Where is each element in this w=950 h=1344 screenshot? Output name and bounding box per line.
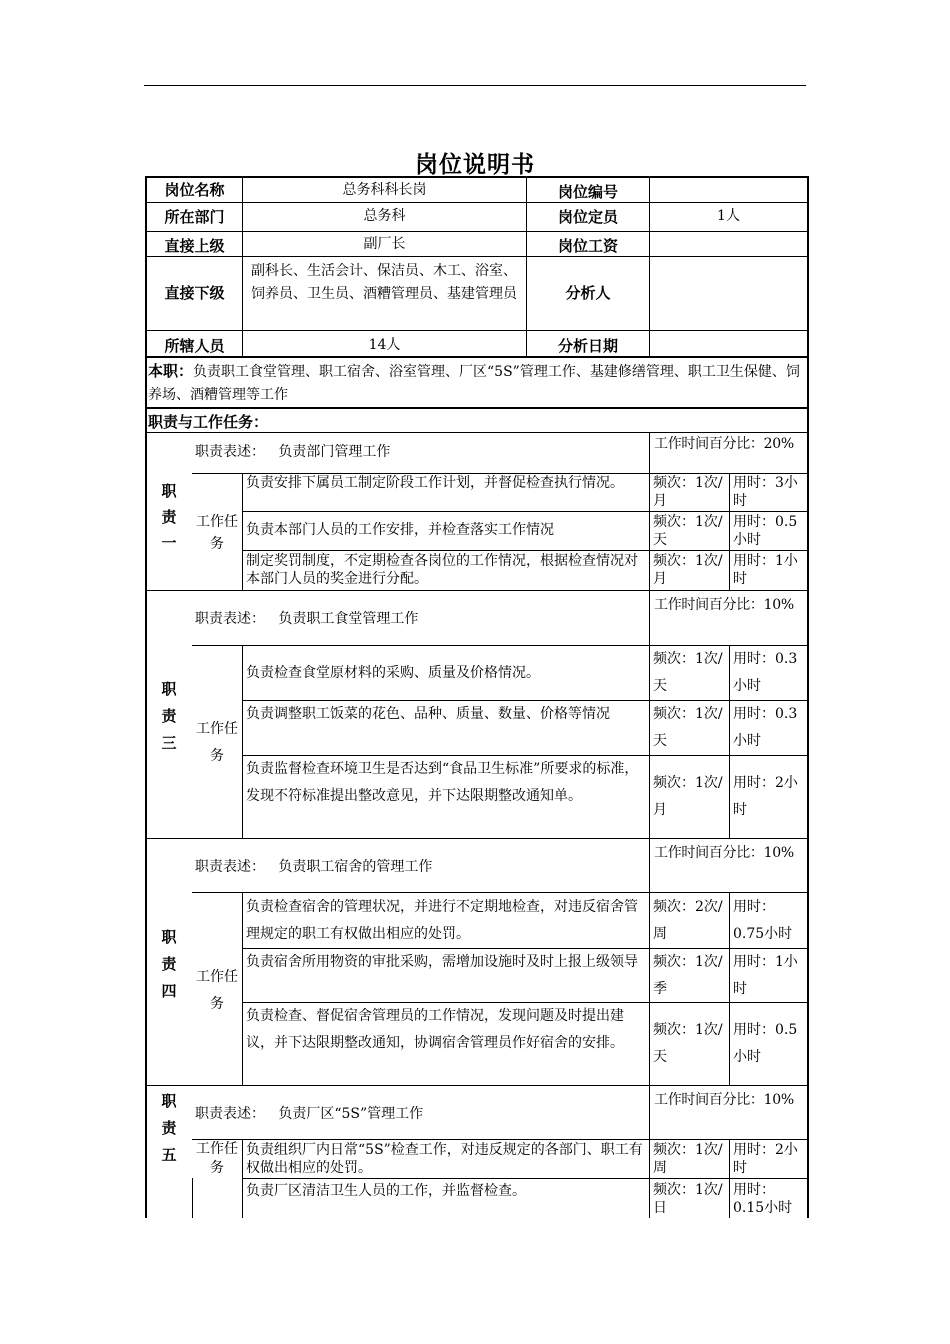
task-text: 负责厂区清洁卫生人员的工作，并监督检查。 [246, 1183, 526, 1199]
salary [650, 232, 807, 256]
time-percentage: 工作时间百分比：10% [654, 597, 794, 613]
task-duration: 用时：2小时 [733, 1142, 798, 1176]
task-frequency: 频次：1次/月 [653, 553, 723, 587]
position-code-label: 岗位编号 [557, 183, 618, 201]
date-label: 分析日期 [557, 337, 618, 355]
position-name: 总务科科长岗 [342, 182, 427, 198]
quota-label: 岗位定员 [557, 208, 618, 226]
duty-description [195, 607, 645, 631]
duty-description [195, 855, 645, 879]
time-percentage: 工作时间百分比：10% [654, 845, 794, 861]
task-frequency: 频次：1次/月 [653, 775, 723, 818]
department: 总务科 [363, 208, 406, 224]
department-label: 所在部门 [164, 208, 225, 226]
analyst-label: 分析人 [565, 284, 611, 302]
task-text: 负责组织厂内日常“5S”检查工作，对违反规定的各部门、职工有权做出相应的处罚。 [246, 1142, 643, 1176]
task-frequency: 频次：1次/季 [653, 954, 723, 997]
task-text: 负责安排下属员工制定阶段工作计划，并督促检查执行情况。 [246, 475, 624, 491]
task-duration: 用时：1小时 [733, 954, 798, 997]
task-text: 负责检查、督促宿舍管理员的工作情况，发现问题及时提出建议，并下达限期整改通知，协调宿舍管理员作好宿舍的安排。 [246, 1008, 624, 1051]
analysis-date [650, 331, 807, 356]
time-percentage: 工作时间百分比：10% [654, 1092, 794, 1108]
header-rule [144, 85, 806, 86]
task-frequency: 频次：1次/月 [653, 475, 723, 509]
task-frequency: 频次：1次/日 [653, 1182, 723, 1216]
work-tasks-label: 工作任务 [196, 721, 238, 764]
task-frequency: 频次：1次/周 [653, 1142, 723, 1176]
duty-label: 职责一 [161, 482, 177, 552]
task-text: 负责监督检查环境卫生是否达到“食品卫生标准”所要求的标准，发现不符标准提出整改意见，并下达限期整改通知单。 [246, 761, 639, 804]
job-description-table [145, 176, 809, 1218]
superior-label: 直接上级 [164, 237, 225, 255]
task-text: 负责检查食堂原材料的采购、质量及价格情况。 [246, 665, 540, 681]
duty-summary-label: 本职： [148, 362, 194, 380]
duty-desc-prefix: 职责表述： [195, 611, 265, 627]
duty-desc-prefix: 职责表述： [195, 444, 265, 460]
task-text: 制定奖罚制度，不定期检查各岗位的工作情况，根据检查情况对本部门人员的奖金进行分配。 [246, 553, 638, 587]
staff: 14人 [368, 337, 401, 353]
task-duration: 用时：2小时 [733, 775, 798, 818]
position-code [650, 178, 807, 202]
task-frequency: 频次：1次/天 [653, 514, 723, 548]
staff-label: 所辖人员 [164, 337, 225, 355]
time-percentage: 工作时间百分比：20% [654, 436, 794, 452]
analyst [650, 257, 807, 330]
quota: 1人 [717, 208, 740, 224]
task-frequency: 频次：1次/天 [653, 706, 723, 749]
duty-desc-text: 负责职工食堂管理工作 [278, 611, 419, 627]
duty-label: 职责四 [161, 928, 177, 1000]
task-duration: 用时：1小时 [733, 553, 798, 587]
task-frequency: 频次：1次/天 [653, 1022, 723, 1065]
superior: 副厂长 [363, 236, 406, 252]
duty-label: 职责五 [161, 1092, 177, 1164]
salary-label: 岗位工资 [557, 237, 618, 255]
task-text: 负责本部门人员的工作安排，并检查落实工作情况 [246, 522, 554, 538]
task-frequency: 频次：1次/天 [653, 651, 723, 694]
task-text: 负责调整职工饭菜的花色、品种、质量、数量、价格等情况 [246, 706, 610, 722]
subordinates-label: 直接下级 [164, 284, 225, 302]
task-frequency: 频次：2次/周 [653, 899, 723, 942]
task-duration: 用时：0.75小时 [733, 899, 793, 942]
duty-desc-prefix: 职责表述： [195, 1106, 265, 1122]
duty-label: 职责三 [161, 680, 177, 752]
duty-desc-text: 负责部门管理工作 [278, 444, 391, 460]
task-duration: 用时：0.3小时 [733, 651, 798, 694]
work-tasks-label: 工作任务 [196, 969, 238, 1012]
duty-description [195, 440, 645, 464]
work-tasks-label: 工作任务 [196, 1141, 238, 1176]
duty-description [195, 1102, 645, 1126]
work-tasks-label: 工作任务 [196, 514, 238, 552]
duty-desc-text: 负责职工宿舍的管理工作 [278, 859, 433, 875]
task-text: 负责宿舍所用物资的审批采购，需增加设施时及时上报上级领导 [246, 954, 638, 970]
position-name-label: 岗位名称 [164, 181, 225, 199]
duty-desc-prefix: 职责表述： [195, 859, 265, 875]
task-duration: 用时：0.15小时 [733, 1182, 793, 1216]
document-title: 岗位说明书 [415, 152, 535, 178]
subordinates: 副科长、生活会计、保洁员、木工、浴室、饲养员、卫生员、酒糟管理员、基建管理员 [251, 263, 517, 302]
task-duration: 用时：3小时 [733, 475, 798, 509]
duty-summary-text: 负责职工食堂管理、职工宿舍、浴室管理、厂区“5S”管理工作、基建修缮管理、职工卫生保健、饲养场、酒糟管理等工作 [148, 364, 800, 403]
task-duration: 用时：0.3小时 [733, 706, 798, 749]
task-text: 负责检查宿舍的管理状况，并进行不定期地检查，对违反宿舍管理规定的职工有权做出相应的处罚。 [246, 899, 638, 942]
duty-summary [148, 360, 804, 407]
duty-desc-text: 负责厂区“5S”管理工作 [278, 1106, 424, 1122]
task-duration: 用时：0.5小时 [733, 514, 798, 548]
task-duration: 用时：0.5小时 [733, 1022, 798, 1065]
tasks-heading: 职责与工作任务： [148, 413, 269, 431]
